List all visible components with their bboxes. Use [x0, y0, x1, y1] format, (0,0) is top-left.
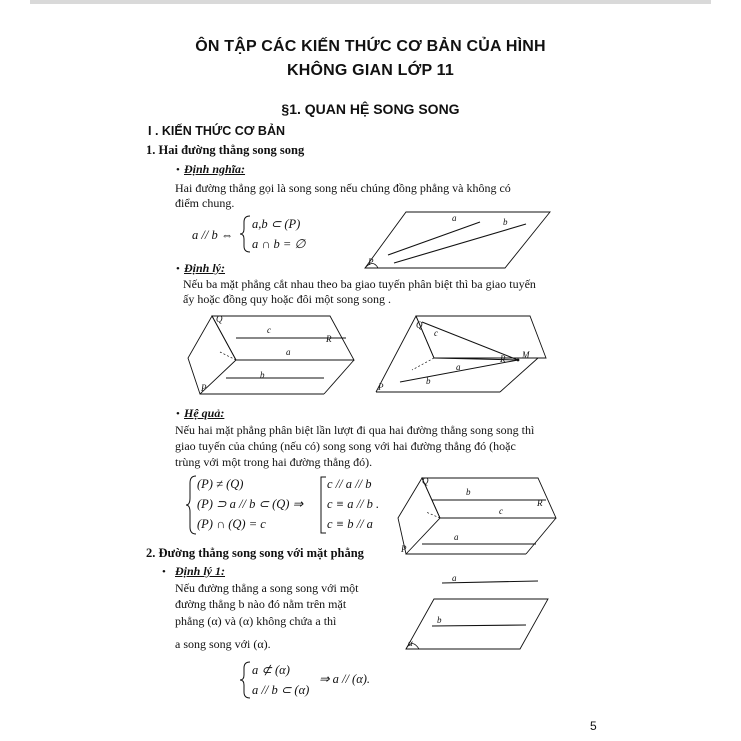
section-title: §1. QUAN HỆ SONG SONG — [281, 101, 460, 117]
label-a: a — [454, 532, 459, 542]
label-alpha: α — [408, 638, 413, 648]
definition-text-line1: Hai đường thẳng gọi là song song nếu chúng đồng phẳng và không có — [175, 181, 511, 195]
label-P: P — [401, 544, 407, 554]
label-b: b — [426, 376, 431, 386]
theorem-text-line1: Nếu ba mặt phẳng cắt nhau theo ba giao tuyến phân biệt thì ba giao tuyến — [183, 277, 536, 291]
definition-text-line2: điểm chung. — [175, 196, 235, 210]
label-b: b — [503, 217, 508, 227]
label-R: R — [326, 334, 332, 344]
corollary-system — [197, 474, 303, 534]
plane-alpha-outline — [406, 599, 548, 649]
label-R: R — [537, 498, 543, 508]
definition-label: Định nghĩa: — [184, 162, 246, 176]
label-P: P — [378, 382, 384, 392]
label-a: a — [286, 347, 291, 357]
theorem1-text-line1: Nếu đường thẳng a song song với một — [175, 581, 359, 595]
corollary-text-line3: trùng với một trong hai đường thẳng đó). — [175, 455, 373, 469]
corollary-result — [327, 474, 379, 534]
corollary-result-line2: c ≡ a // b . — [327, 497, 380, 511]
corollary-system-line1: (P) ≠ (Q) — [197, 477, 244, 491]
label-Q: Q — [216, 314, 223, 324]
label-b: b — [260, 370, 265, 380]
theorem-text-line2: ấy hoặc đồng quy hoặc đôi một song song . — [183, 292, 391, 306]
label-R: R — [500, 354, 506, 364]
figure-line-parallel-plane — [402, 574, 552, 654]
label-a: a — [452, 213, 457, 223]
figure-three-planes-concurrent — [372, 312, 557, 396]
line-b — [432, 625, 526, 626]
label-Q: Q — [422, 476, 429, 486]
definition-formula-line2: a ∩ b = ∅ — [252, 237, 306, 251]
figure-corollary-planes — [396, 474, 561, 562]
bullet: • — [176, 263, 180, 275]
sub1-heading: 1. Hai đường thẳng song song — [146, 143, 305, 157]
definition-formula-line1: a,b ⊂ (P) — [252, 217, 301, 231]
definition-formula-system — [252, 214, 305, 254]
label-Q: Q — [416, 320, 423, 330]
theorem1-text-line2: đường thẳng b nào đó nằm trên mặt — [175, 597, 347, 611]
plane-P-outline — [365, 212, 550, 268]
theorem1-system-line2: a // b ⊂ (α) — [252, 683, 310, 697]
top-border — [30, 0, 711, 4]
page-number: 5 — [590, 719, 597, 733]
corollary-system-line3: (P) ∩ (Q) = c — [197, 517, 266, 531]
page-title-line1: ÔN TẬP CÁC KIẾN THỨC CƠ BẢN CỦA HÌNH — [195, 38, 546, 55]
corollary-result-line3: c ≡ b // a — [327, 517, 373, 531]
theorem1-label: Định lý 1: — [175, 564, 226, 578]
theorem1-system — [252, 660, 309, 700]
line-a — [388, 222, 480, 255]
corollary-text-line2: giao tuyến của chúng (nếu có) song song với hai đường thẳng đó (hoặc — [175, 439, 516, 453]
label-P: P — [368, 257, 374, 267]
label-M: M — [522, 350, 530, 360]
line-b — [394, 224, 526, 263]
label-b: b — [466, 487, 471, 497]
label-c: c — [499, 506, 503, 516]
theorem1-text-line3: phẳng (α) và (α) không chứa a thì — [175, 614, 337, 628]
bullet: • — [176, 164, 180, 176]
bullet: • — [162, 566, 166, 578]
label-c: c — [267, 325, 271, 335]
bullet: • — [176, 408, 180, 420]
corollary-result-line1: c // a // b — [327, 477, 372, 491]
label-P: P — [201, 383, 207, 393]
part1-heading: I . KIẾN THỨC CƠ BẢN — [148, 124, 286, 138]
theorem1-result: ⇒ a // (α). — [319, 672, 371, 686]
figure-parallel-lines-in-plane — [362, 210, 552, 272]
sub2-heading: 2. Đường thẳng song song với mặt phẳng — [146, 546, 364, 560]
figure-three-planes-parallel — [190, 312, 360, 396]
corollary-text-line1: Nếu hai mặt phẳng phân biệt lần lượt đi qua hai đường thẳng song song thì — [175, 423, 535, 437]
definition-formula-lhs: a // b ⇔ — [192, 228, 234, 242]
curly-brace-icon — [240, 214, 252, 254]
page-title-line2: KHÔNG GIAN LỚP 11 — [286, 62, 454, 79]
corollary-system-line2: (P) ⊃ a // b ⊂ (Q) ⇒ — [197, 497, 304, 511]
label-a: a — [456, 362, 461, 372]
theorem1-text-line4: a song song với (α). — [175, 637, 271, 651]
corollary-label: Hệ quả: — [184, 406, 225, 420]
curly-brace-icon — [240, 660, 252, 700]
label-a: a — [452, 573, 457, 583]
label-c: c — [434, 328, 438, 338]
theorem1-system-line1: a ⊄ (α) — [252, 663, 290, 677]
label-b: b — [437, 615, 442, 625]
theorem-label: Định lý: — [184, 261, 226, 275]
